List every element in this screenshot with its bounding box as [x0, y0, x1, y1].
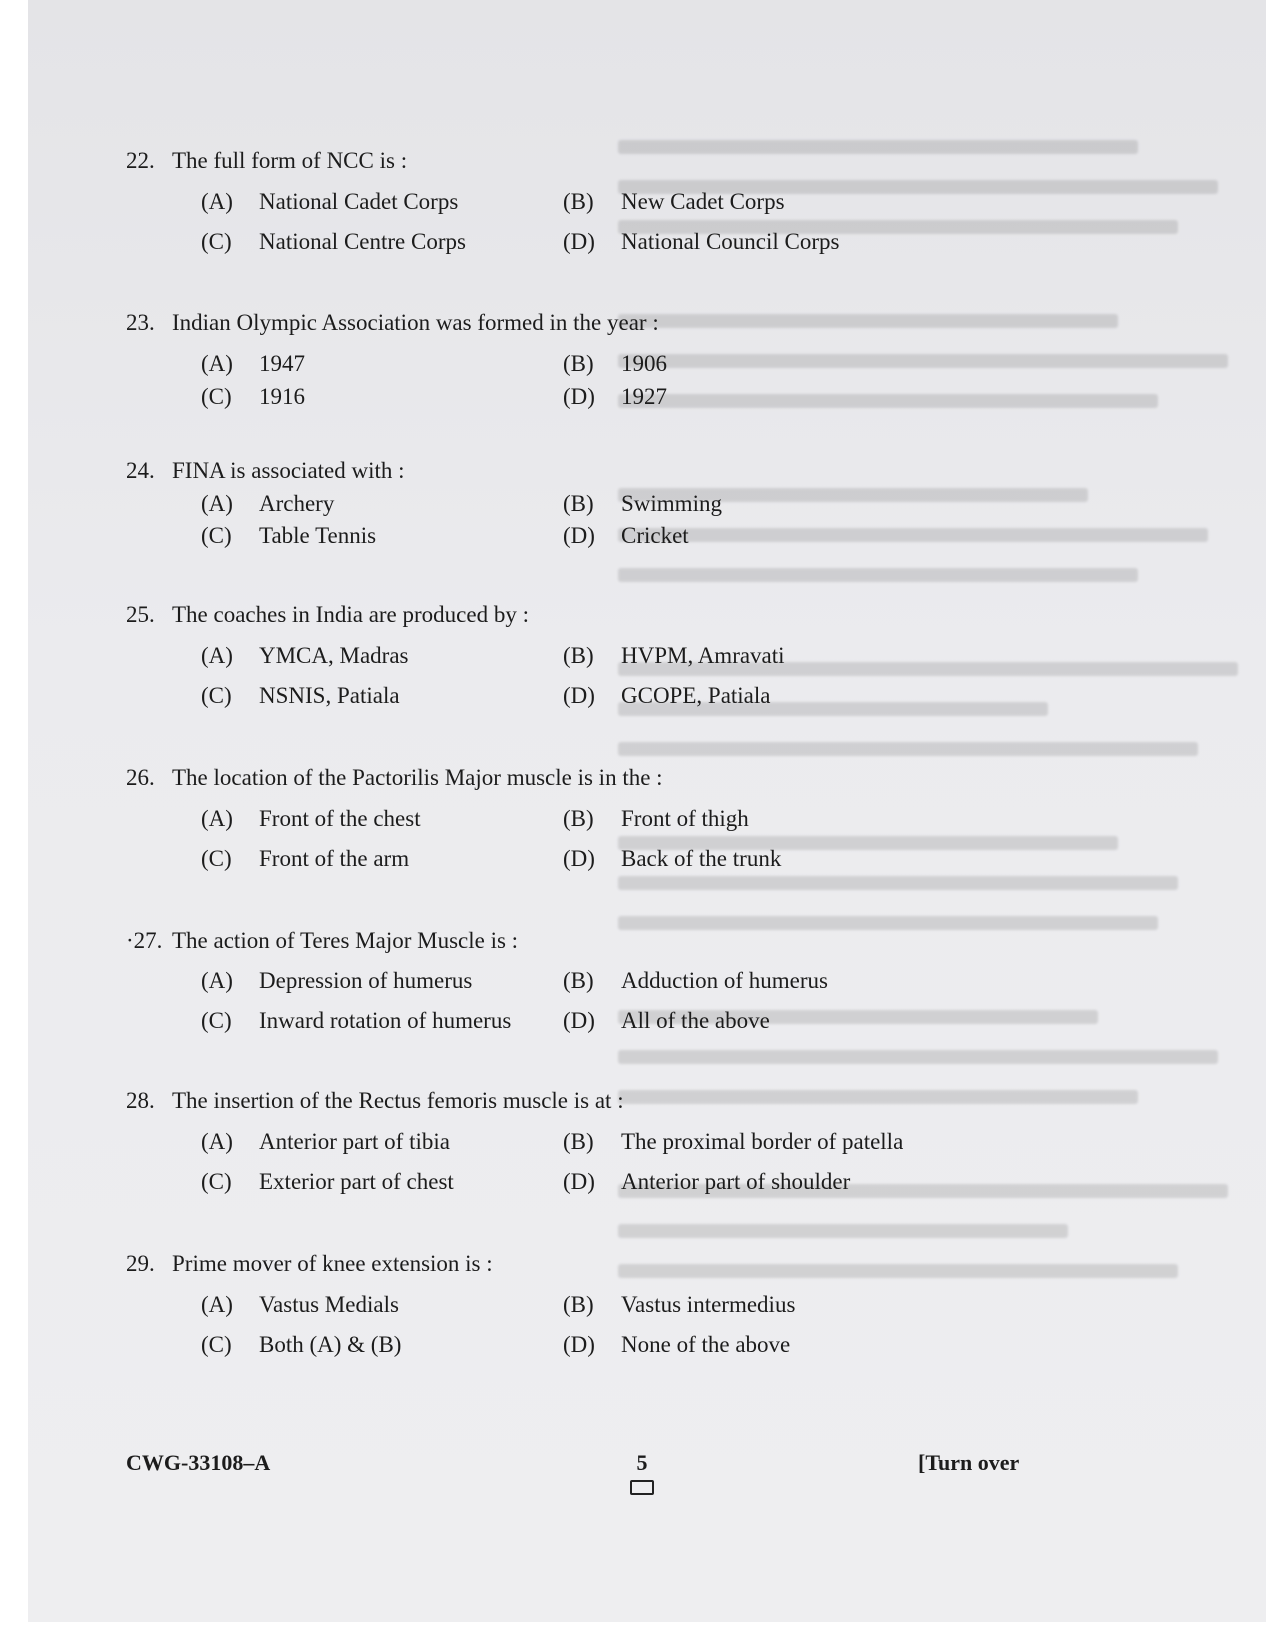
option-a: (A) Vastus Medials [201, 1292, 399, 1317]
question-stem [126, 310, 659, 336]
option-b: (B) The proximal border of patella [563, 1129, 904, 1154]
question-number: 25. [126, 602, 155, 627]
show-through-text [618, 140, 1258, 1440]
option-c: (C) Table Tennis [201, 523, 377, 548]
option-b: (B) Adduction of humerus [563, 968, 828, 993]
option-a: (A) Depression of humerus [201, 968, 473, 993]
option-a: (A) YMCA, Madras [201, 643, 409, 668]
question-stem [126, 148, 407, 174]
question-number: 23. [126, 310, 155, 335]
option-d: (D) Cricket [563, 523, 689, 548]
option-a: (A) Archery [201, 491, 335, 516]
option-c: (C) 1916 [201, 384, 305, 409]
question-stem [126, 928, 518, 954]
option-b: (B) New Cadet Corps [563, 189, 785, 214]
question-stem [126, 1088, 624, 1114]
option-c: (C) Both (A) & (B) [201, 1332, 402, 1357]
option-b: (B) Front of thigh [563, 806, 749, 831]
question-text: The full form of NCC is : [172, 148, 408, 173]
booklet-code: CWG-33108–A [126, 1450, 271, 1475]
option-d: (D) GCOPE, Patiala [563, 683, 771, 708]
option-c: (C) Inward rotation of humerus [201, 1008, 512, 1033]
question-number: 28. [126, 1088, 155, 1113]
option-d: (D) None of the above [563, 1332, 791, 1357]
option-b: (B) 1906 [563, 351, 667, 376]
option-d: (D) 1927 [563, 384, 667, 409]
option-a: (A) National Cadet Corps [201, 189, 459, 214]
question-number: 26. [126, 765, 155, 790]
turn-over-note: [Turn over [918, 1450, 1020, 1475]
option-d: (D) All of the above [563, 1008, 770, 1033]
question-stem [126, 602, 529, 628]
question-text: The coaches in India are produced by : [172, 602, 529, 627]
question-text: The insertion of the Rectus femoris muscle is at : [172, 1088, 624, 1113]
question-stem [126, 765, 663, 791]
option-b: (B) Swimming [563, 491, 722, 516]
question-number: ·27. [126, 928, 163, 953]
page-mark-icon [630, 1480, 654, 1495]
page-number: 5 [630, 1450, 654, 1495]
option-c: (C) National Centre Corps [201, 229, 466, 254]
option-d: (D) Back of the trunk [563, 846, 782, 871]
option-d: (D) Anterior part of shoulder [563, 1169, 851, 1194]
option-c: (C) NSNIS, Patiala [201, 683, 400, 708]
question-number: 24. [126, 458, 155, 483]
option-c: (C) Exterior part of chest [201, 1169, 454, 1194]
option-a: (A) Front of the chest [201, 806, 421, 831]
question-text: The location of the Pactorilis Major muscle is in the : [172, 765, 663, 790]
option-b: (B) HVPM, Amravati [563, 643, 785, 668]
question-stem [126, 1251, 493, 1277]
option-b: (B) Vastus intermedius [563, 1292, 796, 1317]
question-text: FINA is associated with : [172, 458, 405, 483]
question-number: 29. [126, 1251, 155, 1276]
question-stem [126, 458, 405, 484]
question-text: The action of Teres Major Muscle is : [172, 928, 519, 953]
question-text: Prime mover of knee extension is : [172, 1251, 493, 1276]
option-c: (C) Front of the arm [201, 846, 410, 871]
option-a: (A) 1947 [201, 351, 305, 376]
question-number: 22. [126, 148, 155, 173]
option-d: (D) National Council Corps [563, 229, 840, 254]
option-a: (A) Anterior part of tibia [201, 1129, 450, 1154]
scanned-page [28, 0, 1266, 1622]
question-text: Indian Olympic Association was formed in the year : [172, 310, 659, 335]
